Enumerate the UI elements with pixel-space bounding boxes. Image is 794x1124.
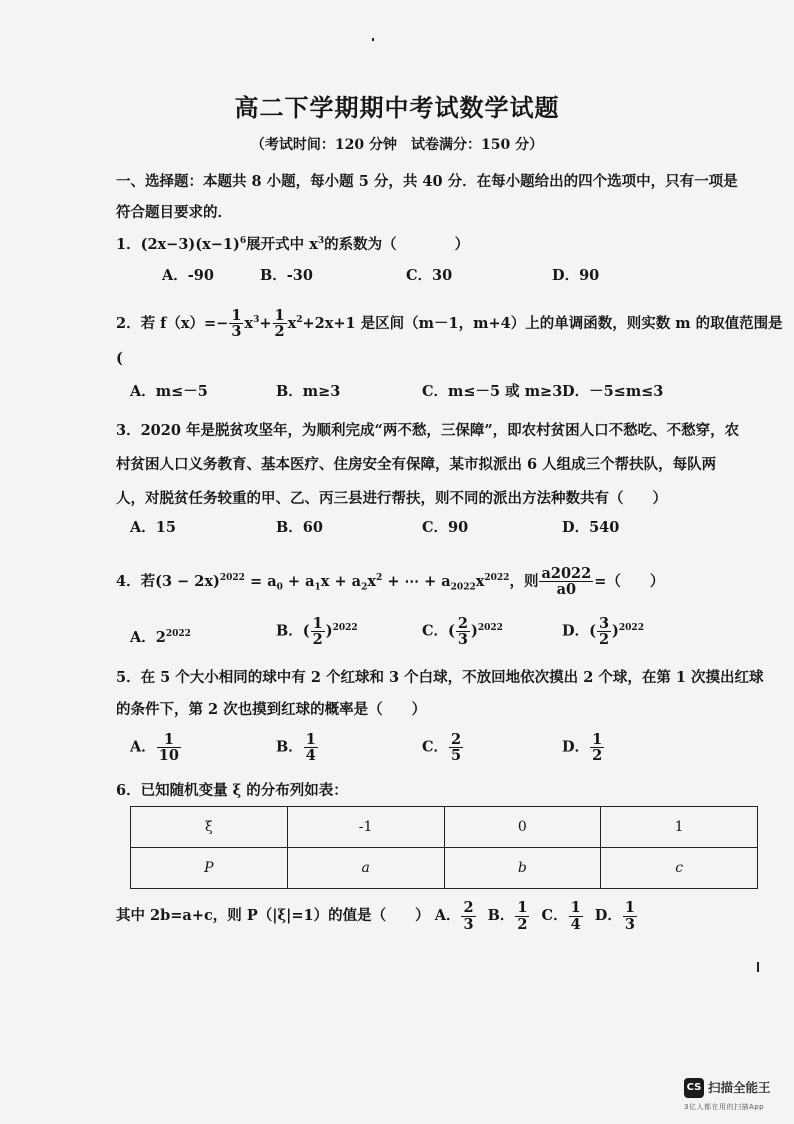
q2-option-c: C．m≤－5 或 m≥3 [422,382,563,400]
q4-stem-h: ，则 [509,572,539,590]
watermark-tagline: 3亿人都在用的扫描App [684,1103,765,1111]
q6-condition: 其中 2b=a+c，则 P（|ξ|=1）的值是（ ） [116,907,430,924]
q2-stem-c: + [259,314,272,332]
q5-line-2: 的条件下，第 2 次也摸到红球的概率是（ ） [116,701,427,718]
q6-option-c: C． $\frac{1}{4}$ [541,899,581,933]
q4-sub-1: 1 [314,582,321,593]
q3-option-d: D．540 [562,519,620,536]
q5-line-1: 5．在 5 个大小相同的球中有 2 个红球和 3 个白球，不放回地依次摸出 2 个球，在第 1 次摸出红球 [116,669,764,686]
question-5 [116,662,764,778]
question-6 [116,776,756,806]
q2-fraction-2: $\frac{1}{2}$ [274,307,285,341]
q2-option-b: B．m≥3 [276,382,341,400]
q2-stem-b: x [244,314,254,332]
question-4 [116,558,756,660]
q4-option-b: B．( $\frac{1}{2}$ )$^{2022}$ [276,614,358,648]
q4-stem-g: x [475,572,485,590]
q5-option-b: B． $\frac{1}{4}$ [276,731,316,765]
table-cell: -1 [287,807,444,848]
q2-stem-e: +2x+1 是区间（m－1，m+4）上的单调函数，则实数 m 的取值范围是 [302,314,783,332]
q4-sub-0: 0 [276,582,283,593]
q5-option-d: D． $\frac{1}{2}$ [562,731,603,765]
question-6-condition [116,896,676,936]
q1-option-d: D．90 [552,266,600,284]
q6-option-d: D． $\frac{1}{3}$ [594,899,635,933]
q3-line-2: 村贫困人口义务教育、基本医疗、住房安全有保障，某市拟派出 6 人组成三个帮扶队，每队两 [116,456,717,473]
q4-exp-1: 2022 [219,573,245,583]
distribution-table [130,806,758,889]
camscanner-logo-icon: CS [684,1078,704,1098]
q4-stem-d: x + a [320,572,362,590]
table-cell: 1 [601,807,758,848]
q2-fraction-1: $\frac{1}{3}$ [231,307,242,341]
q5-option-c: C． $\frac{2}{5}$ [422,731,462,765]
q1-option-c: C．30 [406,266,453,284]
table-cell: 0 [444,807,601,848]
q4-stem-f: + ⋯ + a [382,572,451,590]
q6-option-b: B． $\frac{1}{2}$ [487,899,528,933]
question-2 [116,300,783,410]
table-cell: b [444,848,601,889]
scanner-watermark [684,1076,782,1116]
question-3 [116,414,756,546]
q1-stem-a: 1．(2x−3)(x−1) [116,235,240,253]
q3-option-a: A．15 [130,519,176,536]
table-cell: c [601,848,758,889]
scan-speck [757,962,759,972]
question-1 [116,226,756,294]
q4-stem-i: =（ ） [594,572,665,590]
table-cell: ξ [131,807,288,848]
q4-sub-3: 2022 [450,582,476,593]
scan-speck [372,38,374,41]
q4-stem-b: = a [244,572,277,590]
table-row [131,848,758,889]
section-heading: 一、选择题：本题共 8 小题，每小题 5 分，共 40 分．在每小题给出的四个选项中，只有一项是符合题目要求的． [116,173,738,221]
q3-line-3: 人，对脱贫任务较重的甲、乙、丙三县进行帮扶，则不同的派出方法种数共有（ ） [116,490,667,507]
q4-stem-e: x [367,572,377,590]
exam-subtitle: （考试时间：120 分钟 试卷满分：150 分） [250,137,544,153]
q4-option-c: C．( $\frac{2}{3}$ )$^{2022}$ [422,614,503,648]
q1-exp: 6 [239,236,247,246]
q2-stem-f: ( [116,349,123,367]
q4-option-a: A．$2^{2022}$ [130,628,191,646]
q2-stem-a: 2．若 f（x）=− [116,314,229,332]
q6-option-a: A． $\frac{2}{3}$ [434,899,474,933]
q2-stem-d: x [287,314,297,332]
exam-title: 高二下学期期中考试数学试题 [234,93,560,122]
table-row [131,807,758,848]
q1-stem-c: 的系数为（ ） [324,235,470,253]
q1-option-b: B．-30 [260,266,313,284]
q1-exp2: 3 [317,236,325,246]
q3-option-c: C．90 [422,519,469,536]
q4-option-d: D．( $\frac{3}{2}$ )$^{2022}$ [562,614,644,648]
q4-exp-2: 2 [376,573,383,583]
q1-stem-b: 展开式中 x [246,235,318,253]
q4-stem-c: + a [282,572,315,590]
q1-option-a: A．-90 [162,266,214,284]
q4-exp-3: 2022 [484,573,510,583]
q4-stem-a: 4．若(3 − 2x) [116,572,220,590]
table-cell: a [287,848,444,889]
q4-sub-2: 2 [361,582,368,593]
q5-option-a: A． $\frac{1}{10}$ [130,731,179,765]
q3-option-b: B．60 [276,519,323,536]
q4-ratio-fraction: $\frac{a2022}{a0}$ [541,565,592,599]
q3-line-1: 3．2020 年是脱贫攻坚年，为顺利完成“两不愁，三保障”，即农村贫困人口不愁吃、不愁穿，农 [116,422,740,439]
watermark-name: 扫描全能王 [708,1080,771,1095]
q2-exp-2: 2 [296,315,303,325]
table-cell: P [131,848,288,889]
q6-stem: 6．已知随机变量 ξ 的分布列如表： [116,782,348,799]
q2-option-a: A．m≤－5 [130,382,208,400]
q2-exp-1: 3 [253,315,260,325]
q2-option-d: D．－5≤m≤3 [562,382,664,400]
